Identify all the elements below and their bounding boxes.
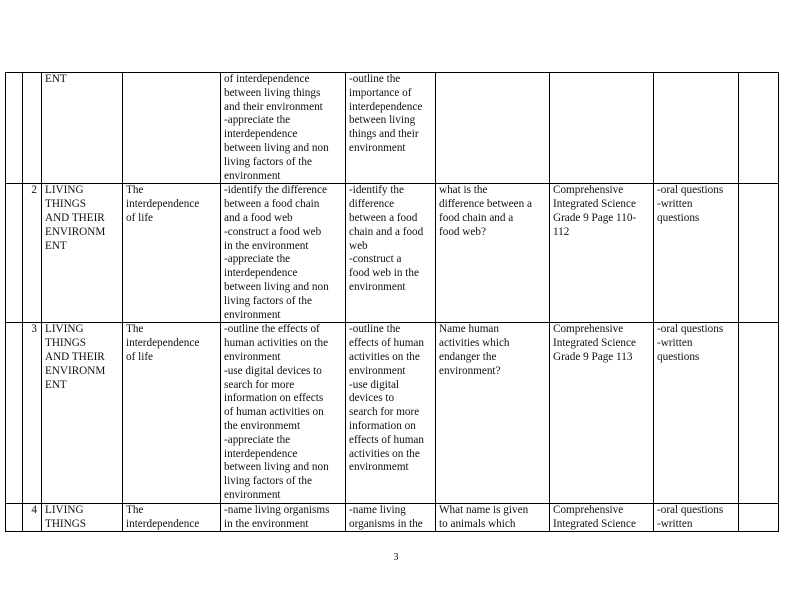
- cell-resources: Comprehensive Integrated Science: [550, 503, 654, 532]
- cell-lesson: [23, 73, 42, 184]
- cell-outcomes: -outline the effects of human activities on the environment -use digital devices to search for more information on effects of human activities on the environmemt -appreciate the interdependence between living and non living factors of the environment: [221, 323, 346, 503]
- table-row: [6, 184, 779, 323]
- cell-assessment: [654, 73, 739, 184]
- cell-experiences: -name living organisms in the: [346, 503, 436, 532]
- cell-week: [6, 323, 23, 503]
- page-number: 3: [393, 552, 399, 563]
- table-row: [6, 503, 779, 532]
- cell-assessment: -oral questions -written: [654, 503, 739, 532]
- cell-resources: [550, 73, 654, 184]
- cell-strand: LIVING THINGS AND THEIR ENVIRONM ENT: [42, 323, 123, 503]
- cell-sub-strand: [123, 73, 221, 184]
- cell-experiences: -outline the effects of human activities on the environment -use digital devices to search for more information on effects of human activities on the environmemt: [346, 323, 436, 503]
- cell-inquiry: [436, 73, 550, 184]
- cell-week: [6, 503, 23, 532]
- cell-resources: Comprehensive Integrated Science Grade 9 Page 110- 112: [550, 184, 654, 323]
- cell-outcomes: of interdependence between living things and their environment -appreciate the interdependence between living and non living factors of the environment: [221, 73, 346, 184]
- cell-lesson: 4: [23, 503, 42, 532]
- cell-outcomes: -name living organisms in the environment: [221, 503, 346, 532]
- cell-strand: ENT: [42, 73, 123, 184]
- cell-experiences: -identify the difference between a food chain and a food web -construct a food web in the environment: [346, 184, 436, 323]
- cell-lesson: 3: [23, 323, 42, 503]
- cell-inquiry: what is the difference between a food chain and a food web?: [436, 184, 550, 323]
- cell-strand: LIVING THINGS: [42, 503, 123, 532]
- cell-sub-strand: The interdependence of life: [123, 184, 221, 323]
- cell-week: [6, 184, 23, 323]
- cell-sub-strand: The interdependence of life: [123, 323, 221, 503]
- cell-assessment: -oral questions -written questions: [654, 184, 739, 323]
- cell-week: [6, 73, 23, 184]
- cell-strand: LIVING THINGS AND THEIR ENVIRONM ENT: [42, 184, 123, 323]
- cell-experiences: -outline the importance of interdependence between living things and their environment: [346, 73, 436, 184]
- cell-resources: Comprehensive Integrated Science Grade 9 Page 113: [550, 323, 654, 503]
- cell-sub-strand: The interdependence: [123, 503, 221, 532]
- scheme-of-work-table: [5, 72, 779, 532]
- cell-inquiry: Name human activities which endanger the environment?: [436, 323, 550, 503]
- cell-inquiry: What name is given to animals which: [436, 503, 550, 532]
- cell-remarks: [739, 323, 779, 503]
- table-row: [6, 73, 779, 184]
- cell-assessment: -oral questions -written questions: [654, 323, 739, 503]
- cell-remarks: [739, 184, 779, 323]
- cell-remarks: [739, 503, 779, 532]
- cell-lesson: 2: [23, 184, 42, 323]
- cell-outcomes: -identify the difference between a food chain and a food web -construct a food web in the environment -appreciate the interdependence between living and non living factors of the environment: [221, 184, 346, 323]
- table-row: [6, 323, 779, 503]
- cell-remarks: [739, 73, 779, 184]
